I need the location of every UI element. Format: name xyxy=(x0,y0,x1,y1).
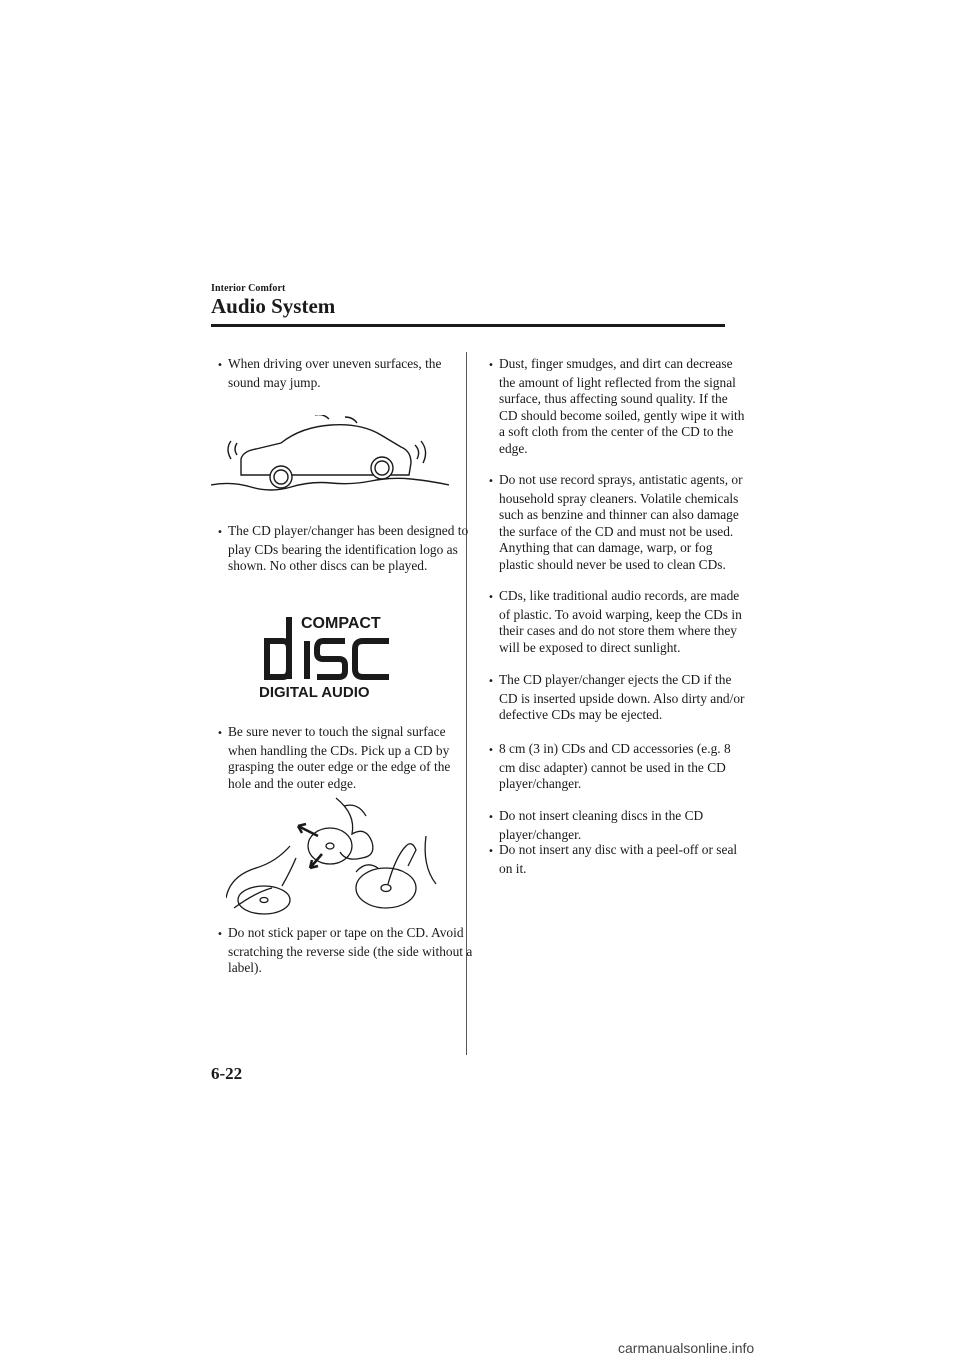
bullet-8cm-cds: • 8 cm (3 in) CDs and CD accessories (e.g. 8 cm disc adapter) cannot be used in the CD player/changer. xyxy=(482,741,749,793)
bullet-eject-upside-down: • The CD player/changer ejects the CD if the CD is inserted upside down. Also dirty and/or defective CDs may be ejected. xyxy=(482,672,749,724)
bullet-cleaning-discs: • Do not insert cleaning discs in the CD player/changer. xyxy=(482,808,749,843)
page-title: Audio System xyxy=(211,294,336,318)
bullet-warping: • CDs, like traditional audio records, are made of plastic. To avoid warping, keep the CDs in their cases and do not store them where they will be exposed to direct sunlight. xyxy=(482,588,749,656)
bullet-uneven-surfaces: • When driving over uneven surfaces, the sound may jump. xyxy=(211,356,476,391)
bullet-signal-surface: • Be sure never to touch the signal surface when handling the CDs. Pick up a CD by grasping the outer edge or the edge of the hole and the outer edge. xyxy=(211,724,476,792)
cd-handling-illustration xyxy=(226,796,442,916)
title-rule xyxy=(211,324,725,327)
bullet-dust-smudges: • Dust, finger smudges, and dirt can decrease the amount of light reflected from the signal surface, thus affecting sound quality. If the CD should become soiled, gently wipe it with a soft cloth from the center of the CD to the edge. xyxy=(482,356,749,458)
bullet-cd-logo: • The CD player/changer has been designed to play CDs bearing the identification logo as shown. No other discs can be played. xyxy=(211,523,476,575)
bullet-paper-tape: • Do not stick paper or tape on the CD. Avoid scratching the reverse side (the side without a label). xyxy=(211,925,476,977)
footer-watermark: carmanualsonline.info xyxy=(618,1340,755,1356)
bullet-peel-off-seal: • Do not insert any disc with a peel-off or seal on it. xyxy=(482,842,749,877)
section-label: Interior Comfort xyxy=(211,283,286,294)
page-number: 6-22 xyxy=(211,1064,243,1083)
compact-disc-logo xyxy=(259,613,399,699)
logo-text-bottom: DIGITAL AUDIO xyxy=(259,684,370,699)
bullet-record-sprays: • Do not use record sprays, antistatic agents, or household spray cleaners. Volatile chemicals such as benzine and thinner can also damage the surface of the CD and must not be used. Anything that can damage, warp, or fog plastic should never be used to clean CDs. xyxy=(482,472,749,574)
logo-text-top: COMPACT xyxy=(301,615,381,632)
car-illustration xyxy=(211,415,449,497)
